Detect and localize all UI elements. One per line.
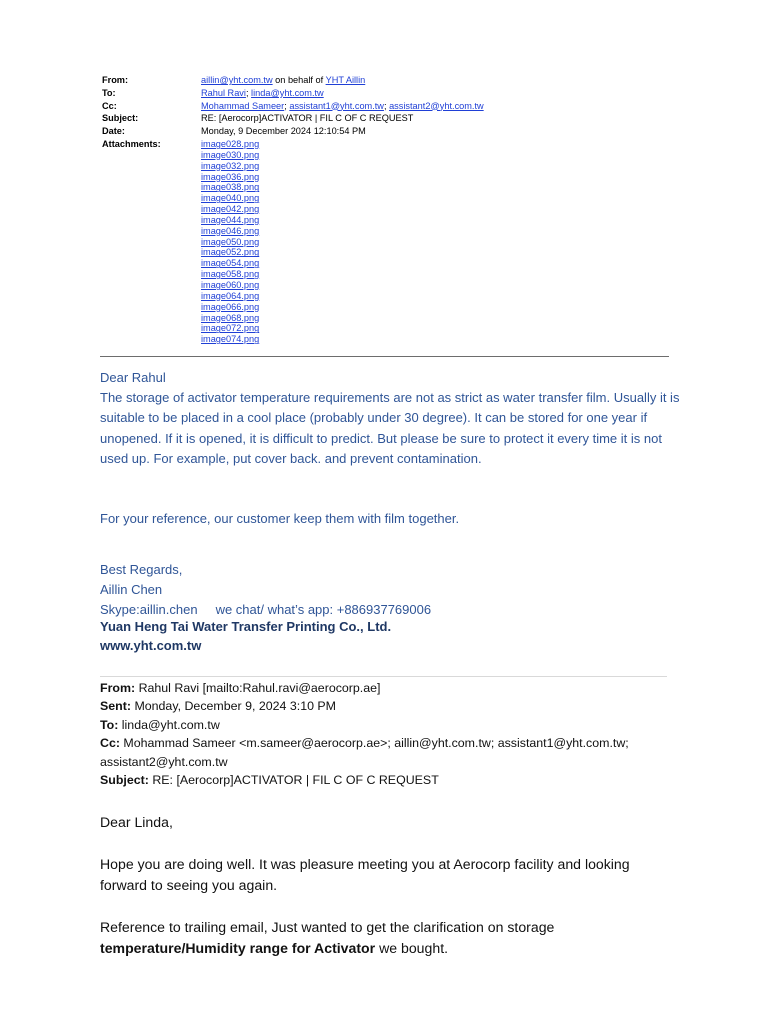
fwd-subject-label: Subject: (100, 773, 149, 788)
attachment-link[interactable]: image028.png (201, 139, 260, 149)
reply-message (100, 368, 680, 469)
attachment-link[interactable]: image058.png (201, 269, 260, 280)
reply-greeting: Dear Rahul (100, 370, 166, 385)
reply-reference (100, 509, 680, 529)
forward-divider (100, 676, 667, 677)
cc-recipient-link-1[interactable]: Mohammad Sameer (201, 100, 285, 111)
signature-regards: Best Regards, (100, 562, 183, 577)
fwd-from-row (100, 679, 680, 697)
header-to-row (102, 87, 668, 100)
attachment-link[interactable]: image050.png (201, 236, 260, 247)
reply-body: The storage of activator temperature requirements are not as strict as water transfer film. Usually it is suitable to be placed in a cool place (probably under 30 degree). It can be stored for one year if unopened. If it is opened, it is difficult to predict. But please be sure to protect it every time it is not used up. For example, put cover back. and prevent contamination. (100, 390, 680, 466)
date-value: Monday, 9 December 2024 12:10:54 PM (201, 126, 366, 137)
attachment-link[interactable]: image044.png (201, 214, 260, 225)
company-website[interactable]: www.yht.com.tw (100, 637, 202, 653)
attachment-link[interactable]: image038.png (201, 182, 260, 193)
fwd-cc-row (100, 734, 680, 771)
original-para1: Hope you are doing well. It was pleasure meeting you at Aerocorp facility and looking forward to seeing you again. (100, 856, 630, 893)
attachment-link[interactable]: image042.png (201, 204, 260, 215)
fwd-from-label: From: (100, 681, 136, 695)
cc-recipient-link-2[interactable]: assistant1@yht.com.tw (289, 100, 384, 111)
to-recipient-link-2[interactable]: linda@yht.com.tw (251, 87, 324, 98)
to-label: To: (102, 87, 116, 98)
attachment-link[interactable]: image036.png (201, 171, 260, 182)
fwd-subject-row (100, 771, 680, 789)
header-divider (100, 356, 669, 357)
original-para2-start: Reference to trailing email, Just wanted to get the clarification on storage (100, 919, 559, 935)
signature-skype: Skype:aillin.chen (100, 602, 198, 617)
attachment-link[interactable]: image064.png (201, 290, 260, 301)
attachments-label: Attachments: (102, 138, 161, 149)
original-para2-bold: temperature/Humidity range for Activator (100, 940, 376, 956)
signature (100, 560, 680, 620)
fwd-cc-value: Mohammad Sameer <m.sameer@aerocorp.ae>; aillin@yht.com.tw; assistant1@yht.com.tw; assistant2@yht.com.tw (100, 736, 629, 769)
fwd-to-value: linda@yht.com.tw (121, 717, 220, 732)
to-separator: ; (245, 87, 252, 98)
original-greeting-block (100, 812, 680, 833)
signature-contact (100, 600, 680, 620)
header-subject-row (102, 112, 668, 125)
forwarded-header (100, 679, 680, 789)
attachment-link[interactable]: image060.png (201, 279, 260, 290)
cc-recipient-link-3[interactable]: assistant2@yht.com.tw (389, 100, 484, 111)
from-email-link[interactable]: aillin@yht.com.tw (201, 75, 273, 85)
company-name: Yuan Heng Tai Water Transfer Printing Co., Ltd. (100, 619, 392, 634)
attachment-link[interactable]: image072.png (201, 323, 260, 334)
fwd-sent-row (100, 697, 680, 715)
fwd-to-row (100, 716, 680, 734)
date-label: Date: (102, 126, 125, 137)
fwd-sent-value: Monday, December 9, 2024 3:10 PM (134, 699, 337, 714)
on-behalf-text: on behalf of (272, 75, 326, 85)
attachment-link[interactable]: image040.png (201, 193, 260, 204)
attachment-link[interactable]: image052.png (201, 247, 260, 258)
attachment-link[interactable]: image066.png (201, 301, 260, 312)
fwd-subject-value: RE: [Aerocorp]ACTIVATOR | FIL C OF C REQUEST (152, 773, 439, 788)
header-date-row (102, 125, 668, 138)
reply-reference-text: For your reference, our customer keep them with film together. (100, 511, 460, 526)
attachment-link[interactable]: image074.png (201, 334, 260, 345)
from-label: From: (102, 75, 129, 85)
signature-name: Aillin Chen (100, 582, 163, 597)
attachment-link[interactable]: image030.png (201, 149, 260, 160)
header-from-row (102, 74, 668, 87)
email-header (102, 74, 668, 151)
subject-value: RE: [Aerocorp]ACTIVATOR | FIL C OF C REQUEST (201, 113, 414, 124)
subject-label: Subject: (102, 113, 139, 124)
original-para1-block (100, 854, 680, 896)
attachment-link[interactable]: image032.png (201, 160, 260, 171)
attachment-link[interactable]: image068.png (201, 312, 260, 323)
header-attachments-row (102, 138, 668, 151)
original-para2-end: we bought. (375, 940, 449, 956)
original-greeting: Dear Linda, (100, 814, 173, 830)
from-name-link[interactable]: YHT Aillin (325, 75, 366, 85)
fwd-sent-label: Sent: (100, 699, 131, 714)
fwd-cc-label: Cc: (100, 736, 120, 751)
original-para2 (100, 917, 680, 959)
signature-wechat: we chat/ what’s app: +886937769006 (215, 602, 432, 617)
header-cc-row: Cc: Mohammad Sameer; assistant1@yht.com.tw; assistant2@yht.com.tw (102, 100, 484, 111)
cc-label: Cc: (102, 100, 117, 111)
fwd-to-label: To: (100, 717, 119, 732)
company-block (100, 618, 391, 655)
attachment-link[interactable]: image046.png (201, 225, 260, 236)
attachment-link[interactable]: image054.png (201, 258, 260, 269)
to-recipient-link-1[interactable]: Rahul Ravi (201, 87, 246, 98)
attachments-list (201, 139, 259, 345)
original-para2-block (100, 917, 680, 959)
fwd-from-value: Rahul Ravi [mailto:Rahul.ravi@aerocorp.ae] (138, 681, 381, 695)
